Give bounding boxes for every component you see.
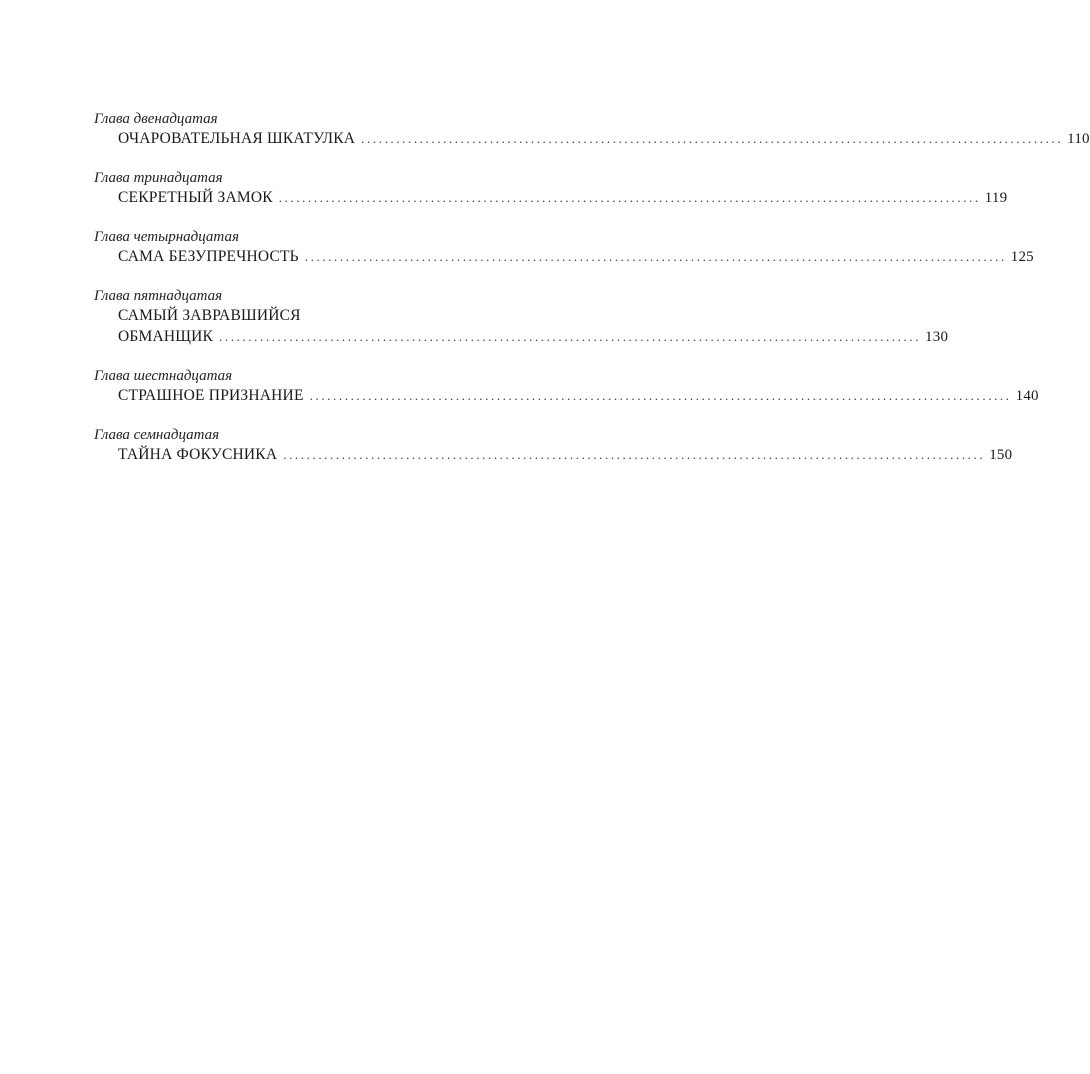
table-of-contents (94, 110, 1090, 485)
chapter-title: СТРАШНОЕ ПРИЗНАНИЕ (118, 387, 304, 404)
title-block (94, 187, 1008, 209)
toc-entry (94, 426, 1013, 466)
chapter-title: ОБМАНЩИК (118, 328, 214, 345)
toc-title-row[interactable] (118, 128, 1090, 150)
dot-leader: ........................................................................................................................ (219, 329, 922, 344)
chapter-title-first-line: САМЫЙ ЗАВРАВШИЙСЯ (118, 307, 301, 324)
toc-title-row[interactable] (118, 444, 1013, 466)
dot-leader: ........................................................................................................................ (361, 131, 1064, 146)
page-number: 110 (1067, 131, 1090, 147)
title-block (94, 444, 1013, 466)
toc-title-row[interactable] (118, 326, 949, 348)
toc-title-row[interactable] (118, 385, 1039, 407)
page-number: 119 (984, 190, 1008, 206)
page-number: 125 (1010, 249, 1034, 265)
title-block (94, 385, 1039, 407)
toc-title-row[interactable] (118, 187, 1008, 209)
dot-leader: ........................................................................................................................ (283, 447, 986, 462)
title-block (94, 128, 1090, 150)
chapter-label: Глава двенадцатая (94, 111, 218, 127)
chapter-label: Глава четырнадцатая (94, 229, 239, 245)
dot-leader: ........................................................................................................................ (309, 388, 1012, 403)
page-number: 140 (1015, 388, 1039, 404)
chapter-label: Глава пятнадцатая (94, 288, 223, 304)
chapter-title: СЕКРЕТНЫЙ ЗАМОК (118, 189, 273, 206)
title-block (94, 246, 1034, 268)
toc-title-row[interactable] (118, 246, 1034, 268)
title-block (94, 305, 949, 348)
page-number: 150 (989, 447, 1013, 463)
dot-leader: ........................................................................................................................ (278, 190, 981, 205)
toc-entry (94, 228, 1034, 268)
toc-entry (94, 367, 1039, 407)
toc-entry (94, 287, 949, 348)
chapter-label: Глава семнадцатая (94, 427, 220, 443)
chapter-label: Глава шестнадцатая (94, 368, 233, 384)
toc-entry (94, 169, 1008, 209)
toc-entry (94, 110, 1090, 150)
dot-leader: ........................................................................................................................ (304, 249, 1007, 264)
chapter-title: САМА БЕЗУПРЕЧНОСТЬ (118, 248, 299, 265)
chapter-title: ОЧАРОВАТЕЛЬНАЯ ШКАТУЛКА (118, 130, 356, 147)
page-number: 130 (925, 329, 949, 345)
chapter-title: ТАЙНА ФОКУСНИКА (118, 446, 278, 463)
chapter-label: Глава тринадцатая (94, 170, 223, 186)
